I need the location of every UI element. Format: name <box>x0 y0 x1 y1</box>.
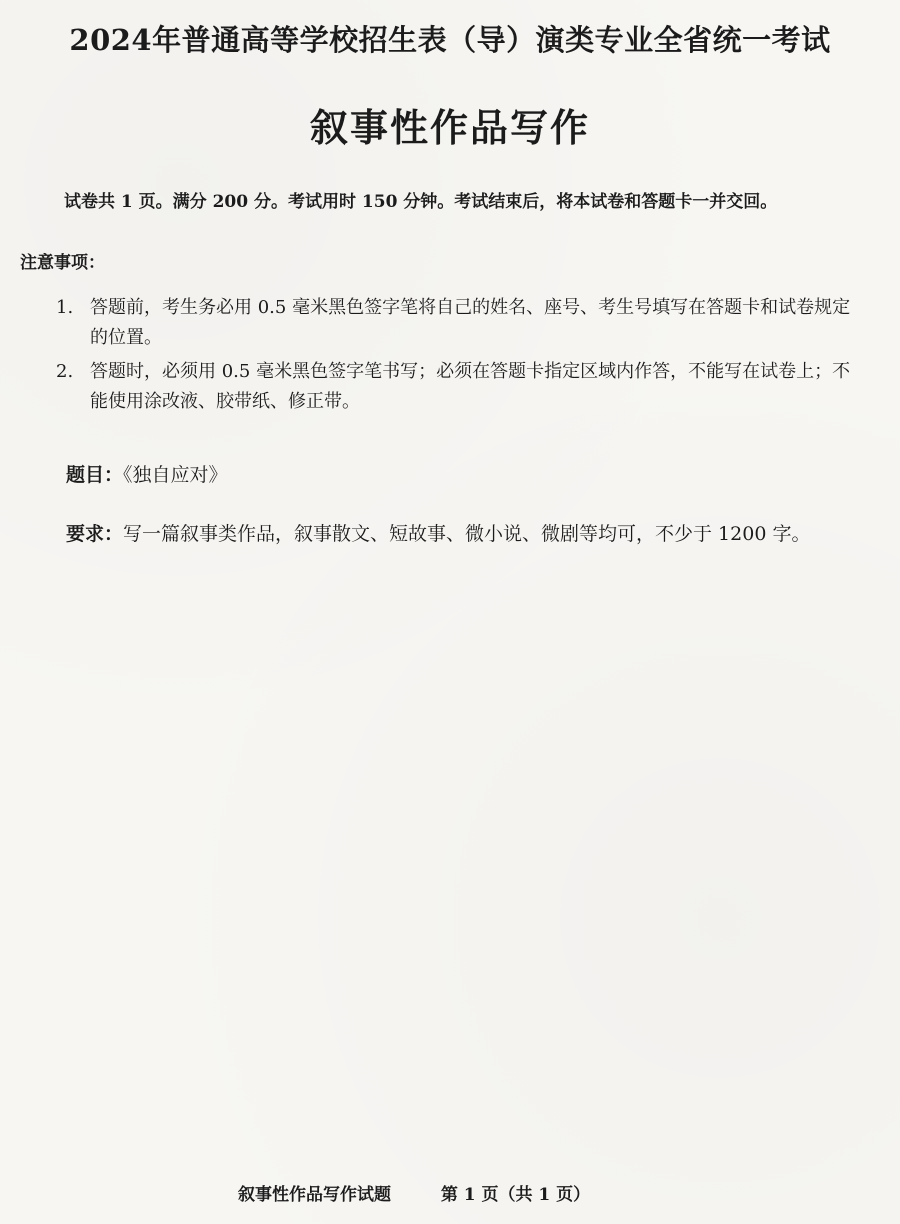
footer-page-number: 第 1 页（共 1 页） <box>440 1185 591 1205</box>
footer-paper-name: 叙事性作品写作试题 <box>238 1185 391 1205</box>
paper-title: 叙事性作品写作 <box>309 105 590 150</box>
notice-item-1 <box>56 293 856 353</box>
exam-info: 试卷共 1 页。满分 200 分。考试用时 150 分钟。考试结束后，将本试卷和答题卡一并交回。 <box>64 192 778 212</box>
notice-text: 答题时，必须用 0.5 毫米黑色签字笔书写；必须在答题卡指定区域内作答，不能写在试卷上；不能使用涂改液、胶带纸、修正带。 <box>90 361 851 412</box>
notice-text: 答题前，考生务必用 0.5 毫米黑色签字笔将自己的姓名、座号、考生号填写在答题卡和试卷规定的位置。 <box>90 297 851 348</box>
notice-number: 2. <box>56 361 74 382</box>
requirement <box>22 515 852 553</box>
notice-number: 1. <box>56 297 74 318</box>
requirement-label: 要求： <box>66 523 124 545</box>
notice-item-2 <box>56 357 856 417</box>
requirement-text: 写一篇叙事类作品，叙事散文、短故事、微小说、微剧等均可，不少于 1200 字。 <box>123 523 811 545</box>
notice-heading: 注意事项： <box>20 253 105 273</box>
question-label: 题目： <box>66 464 124 486</box>
notice-list <box>56 293 856 421</box>
exam-title: 2024年普通高等学校招生表（导）演类专业全省统一考试 <box>69 23 831 57</box>
question-title <box>66 460 846 487</box>
question-name: 《独自应对》 <box>123 464 228 486</box>
page-footer <box>238 1180 688 1205</box>
